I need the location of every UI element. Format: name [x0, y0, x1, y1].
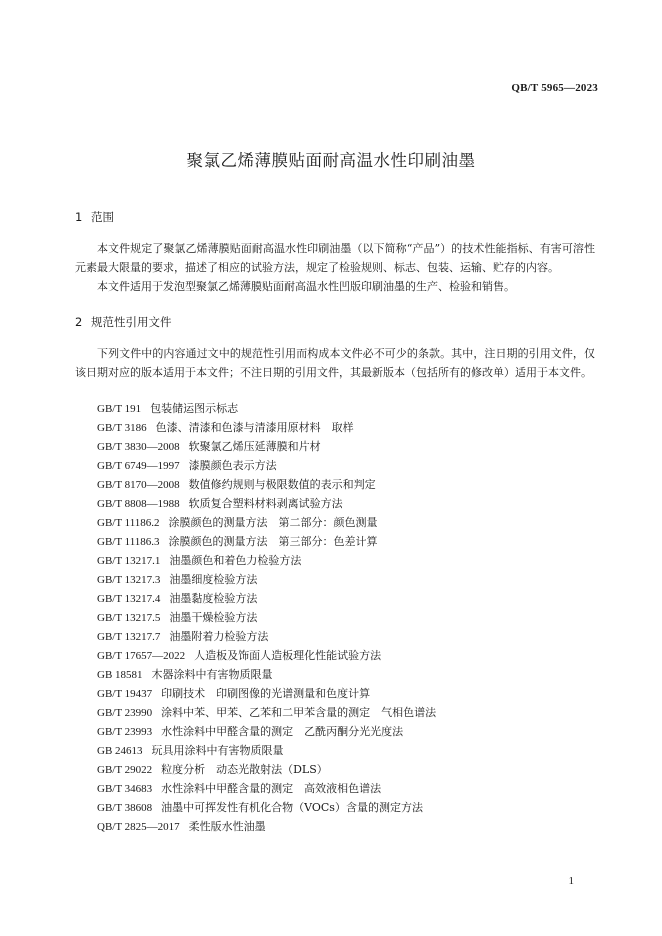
reference-code: GB/T 38608 — [97, 802, 153, 814]
reference-code: GB/T 11186.3 — [97, 536, 160, 548]
section-heading-normative-references — [75, 314, 172, 330]
page-number: 1 — [568, 875, 574, 887]
reference-code: GB/T 3186 — [97, 422, 147, 434]
reference-title: 涂料中苯、甲苯、乙苯和二甲苯含量的测定 气相色谱法 — [161, 706, 437, 719]
reference-item — [97, 760, 436, 779]
reference-title: 色漆、清漆和色漆与清漆用原材料 取样 — [155, 421, 354, 434]
reference-title: 油墨细度检验方法 — [169, 573, 258, 586]
reference-item — [97, 418, 436, 437]
standard-code: QB/T 5965—2023 — [511, 82, 598, 94]
reference-code: GB 24613 — [97, 745, 143, 757]
reference-title: 油墨颜色和着色力检验方法 — [169, 554, 302, 567]
section-number: 2 — [75, 315, 83, 329]
reference-item — [97, 399, 436, 418]
reference-title: 印刷技术 印刷图像的光谱测量和色度计算 — [161, 687, 371, 700]
reference-title: 油墨黏度检验方法 — [169, 592, 258, 605]
reference-item — [97, 741, 436, 760]
reference-item — [97, 532, 436, 551]
reference-item — [97, 570, 436, 589]
reference-title: 人造板及饰面人造板理化性能试验方法 — [194, 649, 382, 662]
reference-title: 柔性版水性油墨 — [188, 820, 266, 833]
reference-code: GB/T 191 — [97, 403, 142, 415]
reference-item — [97, 779, 436, 798]
reference-item — [97, 551, 436, 570]
reference-code: GB/T 8170—2008 — [97, 479, 180, 491]
reference-code: GB/T 13217.7 — [97, 631, 161, 643]
section-heading-scope — [75, 209, 114, 225]
reference-title: 粒度分析 动态光散射法（DLS） — [161, 763, 328, 776]
reference-title: 涂膜颜色的测量方法 第三部分：色差计算 — [168, 535, 378, 548]
reference-item — [97, 456, 436, 475]
reference-title: 软聚氯乙烯压延薄膜和片材 — [188, 440, 321, 453]
section-number: 1 — [75, 210, 83, 224]
reference-code: GB/T 19437 — [97, 688, 153, 700]
reference-title: 木器涂料中有害物质限量 — [151, 668, 273, 681]
references-intro-paragraph: 下列文件中的内容通过文中的规范性引用而构成本文件必不可少的条款。其中，注日期的引用文件，仅该日期对应的版本适用于本文件；不注日期的引用文件，其最新版本（包括所有的修改单）适用于本文件。 — [75, 347, 595, 379]
reference-item — [97, 475, 436, 494]
reference-code: GB/T 13217.3 — [97, 574, 161, 586]
reference-item — [97, 437, 436, 456]
reference-code: GB/T 23990 — [97, 707, 153, 719]
reference-title: 油墨中可挥发性有机化合物（VOCs）含量的测定方法 — [161, 801, 423, 814]
reference-item — [97, 722, 436, 741]
reference-title: 软质复合塑料材料剥离试验方法 — [188, 497, 343, 510]
document-title: 聚氯乙烯薄膜贴面耐高温水性印刷油墨 — [186, 151, 476, 170]
reference-item — [97, 703, 436, 722]
reference-code: GB/T 6749—1997 — [97, 460, 180, 472]
reference-list — [97, 399, 436, 836]
reference-item — [97, 608, 436, 627]
reference-code: GB/T 29022 — [97, 764, 153, 776]
reference-item — [97, 627, 436, 646]
reference-item — [97, 684, 436, 703]
reference-code: GB/T 13217.1 — [97, 555, 161, 567]
reference-title: 数值修约规则与极限数值的表示和判定 — [188, 478, 376, 491]
reference-item — [97, 494, 436, 513]
reference-title: 包装储运图示标志 — [150, 402, 239, 415]
reference-code: GB/T 13217.4 — [97, 593, 161, 605]
reference-item — [97, 513, 436, 532]
scope-paragraph-1: 本文件规定了聚氯乙烯薄膜贴面耐高温水性印刷油墨（以下简称“产品”）的技术性能指标、有害可溶性元素最大限量的要求，描述了相应的试验方法，规定了检验规则、标志、包装、运输、贮存的内容。 — [75, 242, 595, 274]
reference-item — [97, 589, 436, 608]
reference-title: 水性涂料中甲醛含量的测定 乙酰丙酮分光光度法 — [161, 725, 404, 738]
reference-item — [97, 665, 436, 684]
reference-code: QB/T 2825—2017 — [97, 821, 180, 833]
reference-code: GB/T 23993 — [97, 726, 153, 738]
reference-title: 油墨干燥检验方法 — [169, 611, 258, 624]
section-title: 范围 — [91, 210, 114, 224]
reference-item — [97, 817, 436, 836]
reference-code: GB 18581 — [97, 669, 143, 681]
reference-code: GB/T 11186.2 — [97, 517, 160, 529]
reference-code: GB/T 8808—1988 — [97, 498, 180, 510]
reference-item — [97, 646, 436, 665]
section-title: 规范性引用文件 — [91, 315, 172, 329]
reference-title: 涂膜颜色的测量方法 第二部分：颜色测量 — [168, 516, 378, 529]
reference-code: GB/T 3830—2008 — [97, 441, 180, 453]
scope-paragraph-2: 本文件适用于发泡型聚氯乙烯薄膜贴面耐高温水性凹版印刷油墨的生产、检验和销售。 — [97, 280, 515, 293]
reference-code: GB/T 17657—2022 — [97, 650, 186, 662]
reference-item — [97, 798, 436, 817]
reference-title: 水性涂料中甲醛含量的测定 高效液相色谱法 — [161, 782, 382, 795]
reference-code: GB/T 13217.5 — [97, 612, 161, 624]
reference-title: 漆膜颜色表示方法 — [188, 459, 277, 472]
reference-title: 玩具用涂料中有害物质限量 — [151, 744, 284, 757]
reference-code: GB/T 34683 — [97, 783, 153, 795]
reference-title: 油墨附着力检验方法 — [169, 630, 269, 643]
